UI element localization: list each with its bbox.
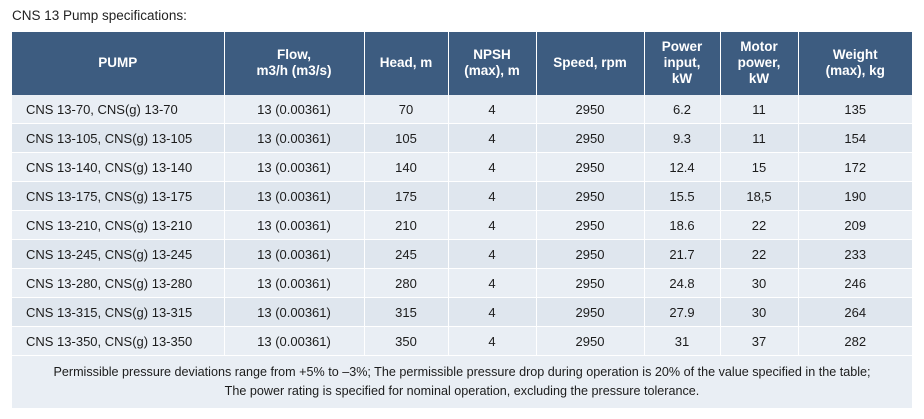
table-cell: 2950 (536, 95, 644, 124)
table-cell: 31 (644, 327, 720, 356)
table-cell: 4 (448, 269, 536, 298)
table-cell: 13 (0.00361) (224, 153, 364, 182)
table-cell: 27.9 (644, 298, 720, 327)
cell-pump-model: CNS 13-245, CNS(g) 13-245 (12, 240, 224, 269)
table-cell: 30 (720, 298, 798, 327)
table-cell: 282 (798, 327, 912, 356)
table-cell: 18.6 (644, 211, 720, 240)
table-cell: 13 (0.00361) (224, 327, 364, 356)
table-row (12, 327, 912, 356)
cell-pump-model: CNS 13-140, CNS(g) 13-140 (12, 153, 224, 182)
table-cell: 2950 (536, 153, 644, 182)
table-cell: 13 (0.00361) (224, 95, 364, 124)
table-cell: 21.7 (644, 240, 720, 269)
table-cell: 22 (720, 240, 798, 269)
table-cell: 4 (448, 95, 536, 124)
table-cell: 2950 (536, 298, 644, 327)
page-title: CNS 13 Pump specifications: (12, 8, 187, 23)
table-cell: 15 (720, 153, 798, 182)
table-cell: 2950 (536, 211, 644, 240)
table-row (12, 124, 912, 153)
cell-pump-model: CNS 13-315, CNS(g) 13-315 (12, 298, 224, 327)
cell-pump-model: CNS 13-175, CNS(g) 13-175 (12, 182, 224, 211)
table-cell: 9.3 (644, 124, 720, 153)
table-cell: 13 (0.00361) (224, 298, 364, 327)
table-cell: 154 (798, 124, 912, 153)
table-cell: 13 (0.00361) (224, 211, 364, 240)
column-header-flow: Flow, m3/h (m3/s) (224, 32, 364, 95)
table-cell: 175 (364, 182, 448, 211)
table-row (12, 153, 912, 182)
table-cell: 172 (798, 153, 912, 182)
table-cell: 2950 (536, 124, 644, 153)
table-row (12, 269, 912, 298)
table-cell: 13 (0.00361) (224, 182, 364, 211)
table-cell: 70 (364, 95, 448, 124)
table-row (12, 182, 912, 211)
column-header-npsh: NPSH (max), m (448, 32, 536, 95)
table-cell: 24.8 (644, 269, 720, 298)
table-body (12, 95, 912, 356)
cell-pump-model: CNS 13-280, CNS(g) 13-280 (12, 269, 224, 298)
table-header (12, 32, 912, 95)
table-cell: 190 (798, 182, 912, 211)
table-cell: 13 (0.00361) (224, 240, 364, 269)
cell-pump-model: CNS 13-350, CNS(g) 13-350 (12, 327, 224, 356)
table-row (12, 211, 912, 240)
table-cell: 264 (798, 298, 912, 327)
footnote: Permissible pressure deviations range from +5% to –3%; The permissible pressure drop during operation is 20% of the value specified in the table; The power rating is specified for nominal operation, excluding the pressure tolerance. (12, 356, 912, 408)
table-cell: 13 (0.00361) (224, 269, 364, 298)
column-header-weight: Weight (max), kg (798, 32, 912, 95)
header-row (12, 32, 912, 95)
table-cell: 280 (364, 269, 448, 298)
table-cell: 4 (448, 327, 536, 356)
table-row (12, 240, 912, 269)
table-cell: 2950 (536, 182, 644, 211)
column-header-head: Head, m (364, 32, 448, 95)
column-header-pump: PUMP (12, 32, 224, 95)
table-cell: 2950 (536, 269, 644, 298)
table-cell: 4 (448, 182, 536, 211)
column-header-motor-power: Motor power, kW (720, 32, 798, 95)
column-header-power-input: Power input, kW (644, 32, 720, 95)
table-cell: 135 (798, 95, 912, 124)
table-cell: 2950 (536, 327, 644, 356)
cell-pump-model: CNS 13-210, CNS(g) 13-210 (12, 211, 224, 240)
cell-pump-model: CNS 13-105, CNS(g) 13-105 (12, 124, 224, 153)
table-cell: 30 (720, 269, 798, 298)
table-row (12, 298, 912, 327)
table-cell: 350 (364, 327, 448, 356)
table-cell: 140 (364, 153, 448, 182)
table-cell: 233 (798, 240, 912, 269)
table-cell: 15.5 (644, 182, 720, 211)
table-cell: 11 (720, 95, 798, 124)
cell-pump-model: CNS 13-70, CNS(g) 13-70 (12, 95, 224, 124)
table-cell: 2950 (536, 240, 644, 269)
table-cell: 4 (448, 124, 536, 153)
table-cell: 37 (720, 327, 798, 356)
table-cell: 105 (364, 124, 448, 153)
table-cell: 315 (364, 298, 448, 327)
table-row (12, 95, 912, 124)
table-cell: 6.2 (644, 95, 720, 124)
table-cell: 13 (0.00361) (224, 124, 364, 153)
table-cell: 4 (448, 298, 536, 327)
table-cell: 12.4 (644, 153, 720, 182)
table-cell: 209 (798, 211, 912, 240)
table-cell: 4 (448, 240, 536, 269)
table-cell: 22 (720, 211, 798, 240)
table-cell: 11 (720, 124, 798, 153)
pump-specifications-table (12, 32, 912, 357)
table-cell: 4 (448, 153, 536, 182)
table-cell: 210 (364, 211, 448, 240)
table-cell: 246 (798, 269, 912, 298)
table-cell: 4 (448, 211, 536, 240)
table-cell: 18,5 (720, 182, 798, 211)
table-cell: 245 (364, 240, 448, 269)
column-header-speed: Speed, rpm (536, 32, 644, 95)
